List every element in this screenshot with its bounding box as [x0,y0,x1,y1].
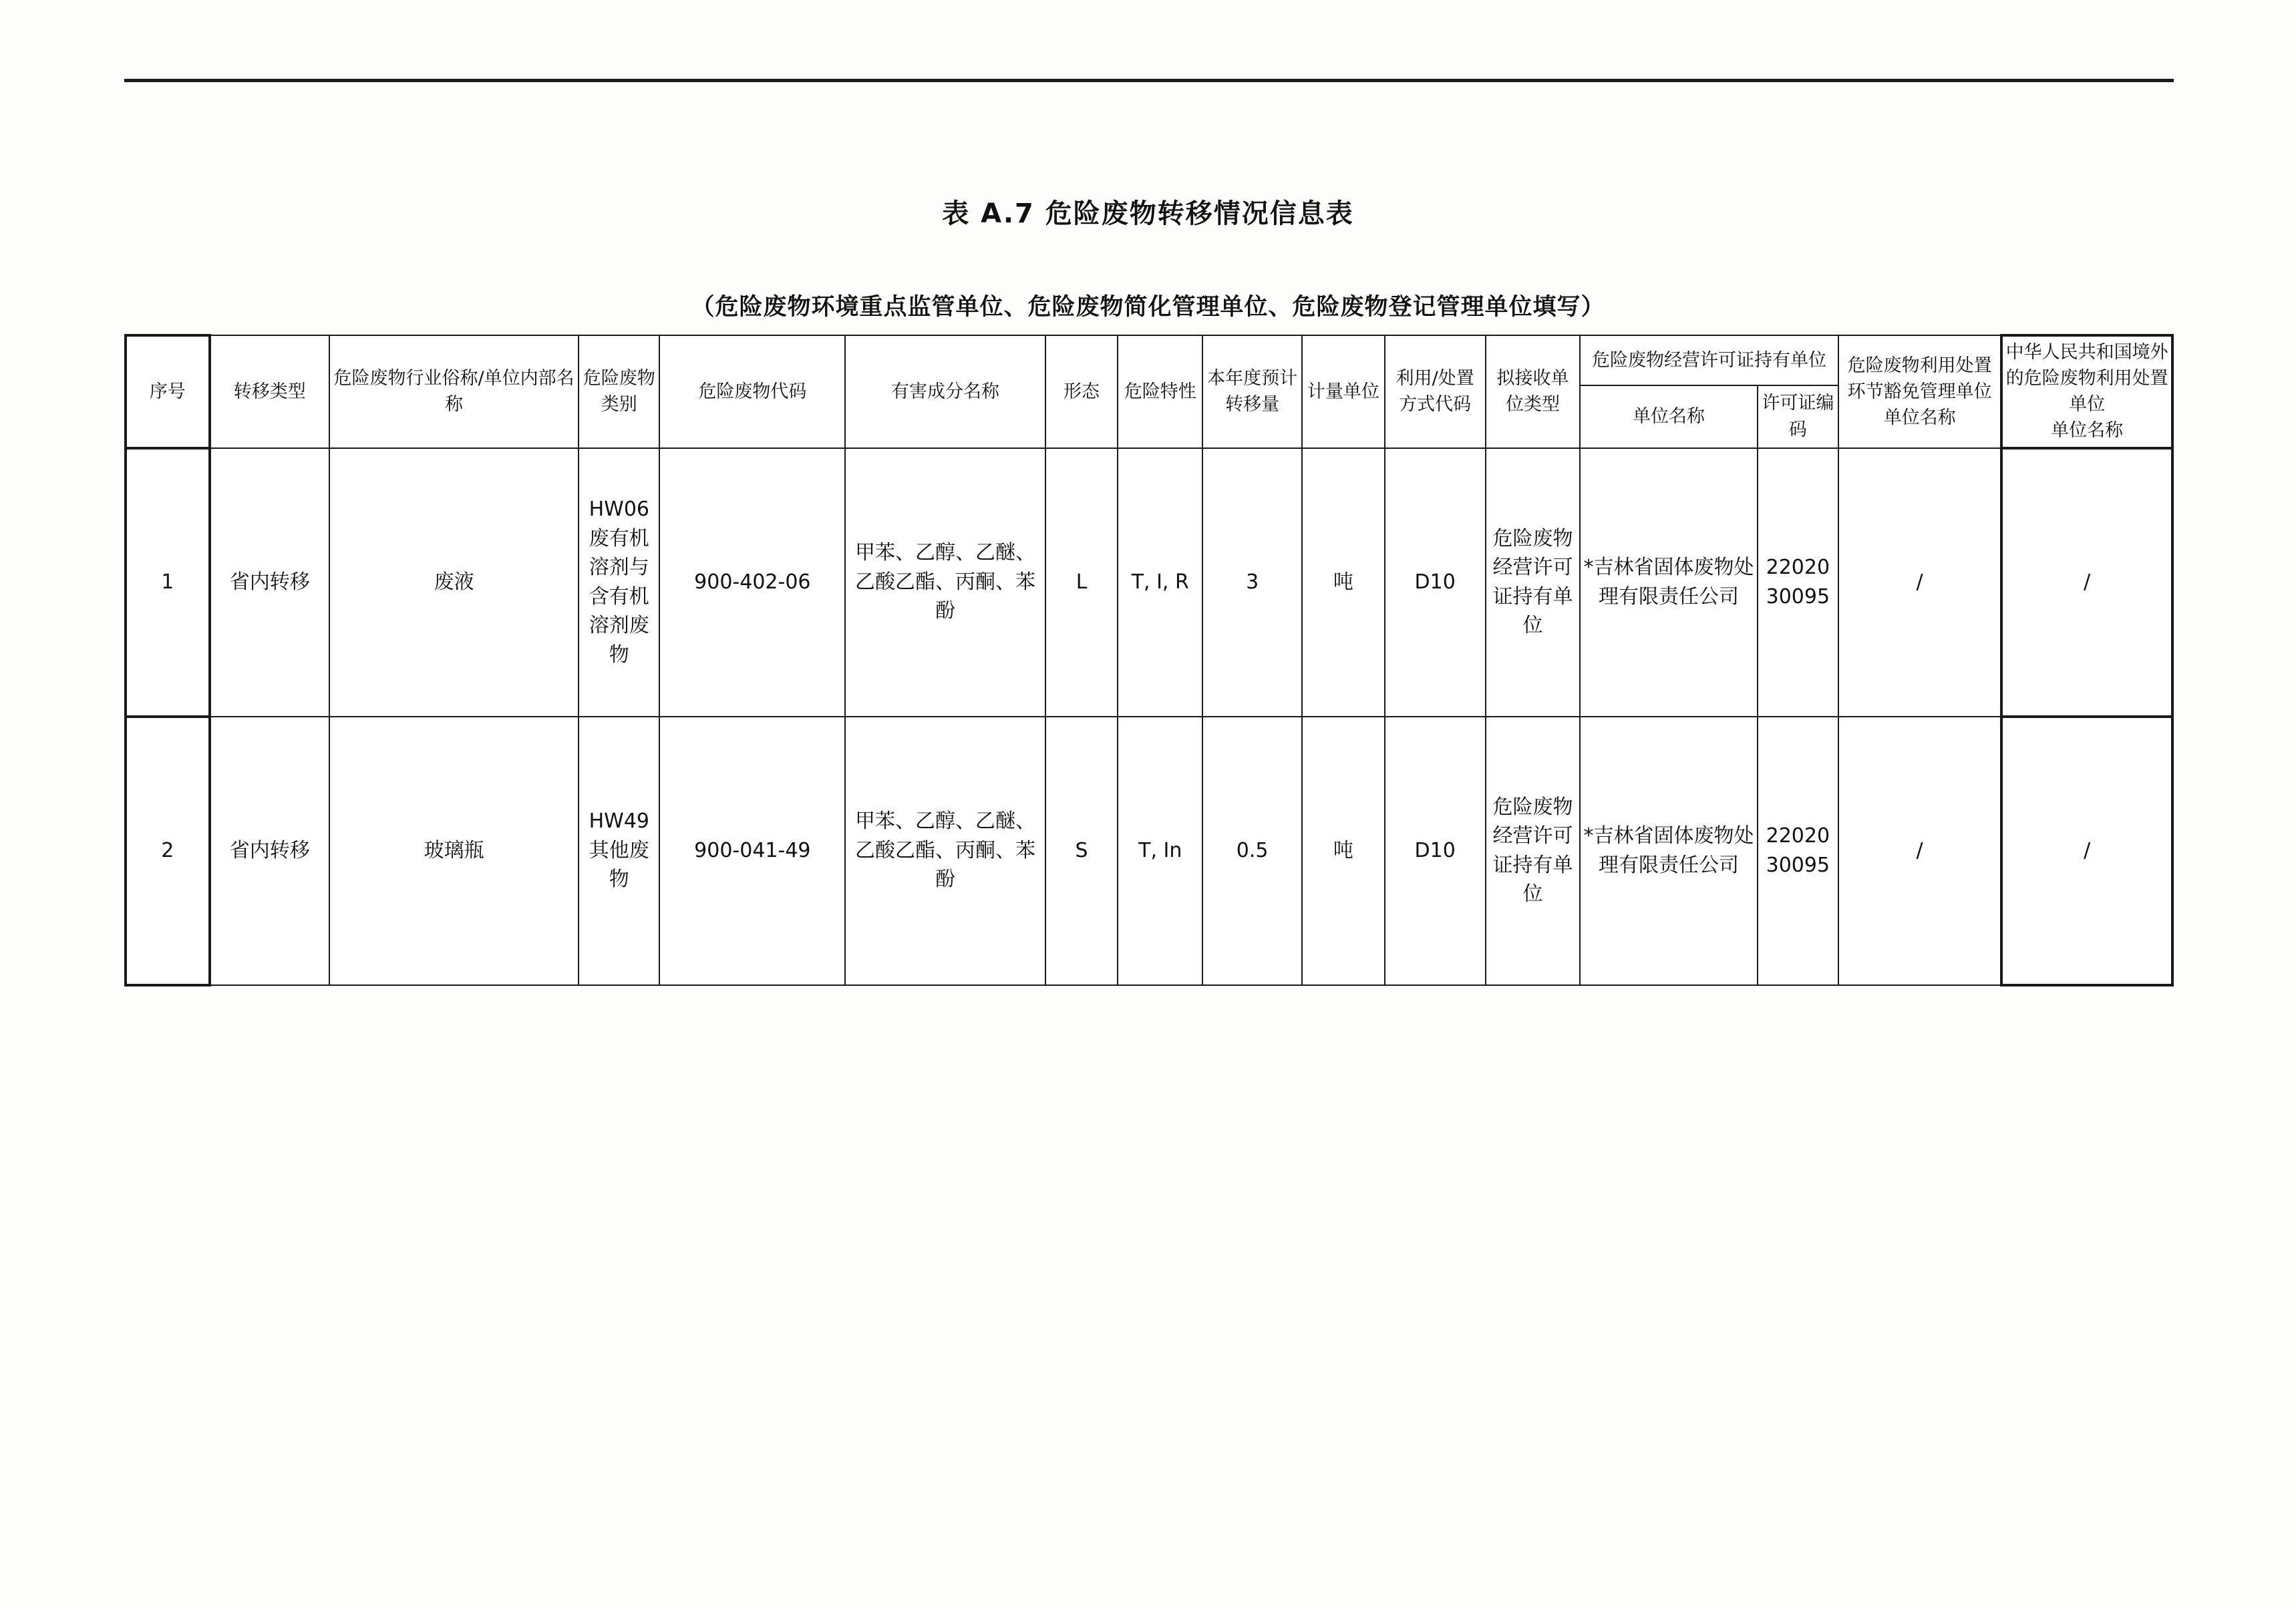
th-annual-estimated-transfer: 本年度预计转移量 [1202,335,1302,448]
th-seq: 序号 [126,335,210,448]
th-exempt-unit-name: 单位名称 [1883,407,1956,428]
cell-disposal-code: D10 [1385,448,1486,717]
cell-measure-unit: 吨 [1302,448,1384,717]
cell-transfer-type: 省内转移 [210,448,329,717]
th-industry-name: 危险废物行业俗称/单位内部名称 [329,335,579,448]
cell-waste-code: 900-402-06 [659,448,845,717]
cell-license-number: 2202030095 [1758,448,1838,717]
th-waste-category: 危险废物类别 [579,335,659,448]
cell-hazard-property: T, In [1118,717,1202,985]
cell-seq: 1 [126,448,210,717]
th-overseas-group [2001,335,2172,448]
page-title: 表 A.7 危险废物转移情况信息表 [942,198,1354,229]
cell-overseas-unit-name: / [2001,717,2172,985]
waste-transfer-table-wrapper [124,334,2174,987]
page-subtitle: （危险废物环境重点监管单位、危险废物简化管理单位、危险废物登记管理单位填写） [691,294,1605,321]
cell-measure-unit: 吨 [1302,717,1384,985]
th-license-holder-group: 危险废物经营许可证持有单位 [1580,335,1838,385]
cell-waste-category: HW49其他废物 [579,717,659,985]
table-row [126,448,2172,717]
cell-industry-name: 玻璃瓶 [329,717,579,985]
cell-license-holder-name: *吉林省固体废物处理有限责任公司 [1580,448,1758,717]
cell-annual-estimated-transfer: 3 [1202,448,1302,717]
cell-industry-name: 废液 [329,448,579,717]
cell-exempt-unit-name: / [1838,717,2001,985]
th-waste-code: 危险废物代码 [659,335,845,448]
cell-waste-category: HW06废有机溶剂与含有机溶剂废物 [579,448,659,717]
table-header-row-1 [126,335,2172,385]
table-row [126,717,2172,985]
table-header [126,335,2172,448]
waste-transfer-table [124,334,2174,987]
th-receiver-unit-type: 拟接收单位类型 [1486,335,1580,448]
th-exempt-unit-group [1838,335,2001,448]
cell-exempt-unit-name: / [1838,448,2001,717]
th-measure-unit: 计量单位 [1302,335,1384,448]
cell-form: S [1045,717,1118,985]
th-transfer-type: 转移类型 [210,335,329,448]
header-rule [124,79,2174,82]
table-body [126,448,2172,985]
th-exempt-unit-group-label: 危险废物利用处置环节豁免管理单位 [1847,355,1992,402]
cell-receiver-unit-type: 危险废物经营许可证持有单位 [1486,448,1580,717]
th-hazard-property: 危险特性 [1118,335,1202,448]
th-overseas-group-label: 中华人民共和国境外的危险废物利用处置单位 [2005,342,2168,415]
th-harmful-component: 有害成分名称 [845,335,1045,448]
cell-transfer-type: 省内转移 [210,717,329,985]
cell-seq: 2 [126,717,210,985]
th-form: 形态 [1045,335,1118,448]
cell-license-holder-name: *吉林省固体废物处理有限责任公司 [1580,717,1758,985]
th-disposal-code: 利用/处置方式代码 [1385,335,1486,448]
cell-waste-code: 900-041-49 [659,717,845,985]
cell-form: L [1045,448,1118,717]
cell-harmful-component: 甲苯、乙醇、乙醚、乙酸乙酯、丙酮、苯酚 [845,717,1045,985]
cell-receiver-unit-type: 危险废物经营许可证持有单位 [1486,717,1580,985]
cell-harmful-component: 甲苯、乙醇、乙醚、乙酸乙酯、丙酮、苯酚 [845,448,1045,717]
th-license-holder-name: 单位名称 [1580,385,1758,448]
cell-annual-estimated-transfer: 0.5 [1202,717,1302,985]
cell-license-number: 2202030095 [1758,717,1838,985]
cell-hazard-property: T, I, R [1118,448,1202,717]
th-overseas-unit-name: 单位名称 [2051,420,2124,441]
cell-overseas-unit-name: / [2001,448,2172,717]
cell-disposal-code: D10 [1385,717,1486,985]
th-license-number: 许可证编码 [1758,385,1838,448]
